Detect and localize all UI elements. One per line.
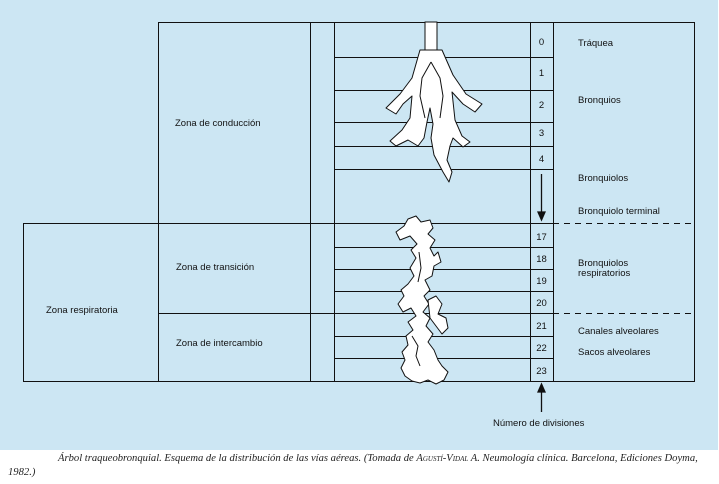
generation-number: 4 [538, 154, 545, 165]
generation-number: 3 [538, 128, 545, 139]
caption-author: Agustí-Vidal [416, 453, 469, 464]
figure-caption [8, 452, 714, 480]
down-arrow-head [538, 212, 545, 220]
airway-tree-drawing [386, 22, 482, 384]
up-arrow-head [538, 384, 545, 392]
respiratory-zone-box [24, 224, 159, 382]
bronchi-branches [386, 50, 482, 182]
divisions-label: Número de divisiones [493, 418, 585, 429]
alveolar-sac [428, 296, 448, 334]
generation-number: 17 [536, 232, 547, 243]
generation-number: 2 [538, 100, 545, 111]
structure-label-respiratory-bronchioles: respiratorios [578, 268, 631, 279]
generation-number: 19 [536, 276, 547, 287]
trachea-shape [425, 22, 437, 52]
structure-label-alveolar-ducts: Canales alveolares [578, 326, 659, 337]
generation-number: 0 [538, 37, 545, 48]
generation-number: 23 [536, 366, 547, 377]
zone-transition-label: Zona de transición [176, 262, 255, 273]
structure-label-respiratory-bronchioles: Bronquiolos [578, 258, 629, 269]
structure-label-alveolar-sacs: Sacos alveolares [578, 347, 651, 358]
structure-label-terminal-bronchiole: Bronquiolo terminal [578, 206, 660, 217]
generation-number: 20 [536, 298, 547, 309]
caption-text: A. Neumología clínica. Barcelona, Ediciones Doyma, 1982.) [8, 453, 698, 478]
zone-conduction-label: Zona de conducción [175, 118, 261, 129]
structure-label-trachea: Tráquea [578, 38, 614, 49]
structure-label-bronchi: Bronquios [578, 95, 621, 106]
caption-text: Árbol traqueobronquial. Esquema de la distribución de las vías aéreas. (Tomada de [58, 453, 417, 464]
generation-number: 18 [536, 254, 547, 265]
zone-respiratory-label: Zona respiratoria [46, 305, 118, 316]
generation-number: 1 [538, 68, 545, 79]
generation-number: 21 [536, 321, 547, 332]
generation-number: 22 [536, 343, 547, 354]
structure-label-bronchioles: Bronquiolos [578, 173, 629, 184]
zone-exchange-label: Zona de intercambio [176, 338, 263, 349]
